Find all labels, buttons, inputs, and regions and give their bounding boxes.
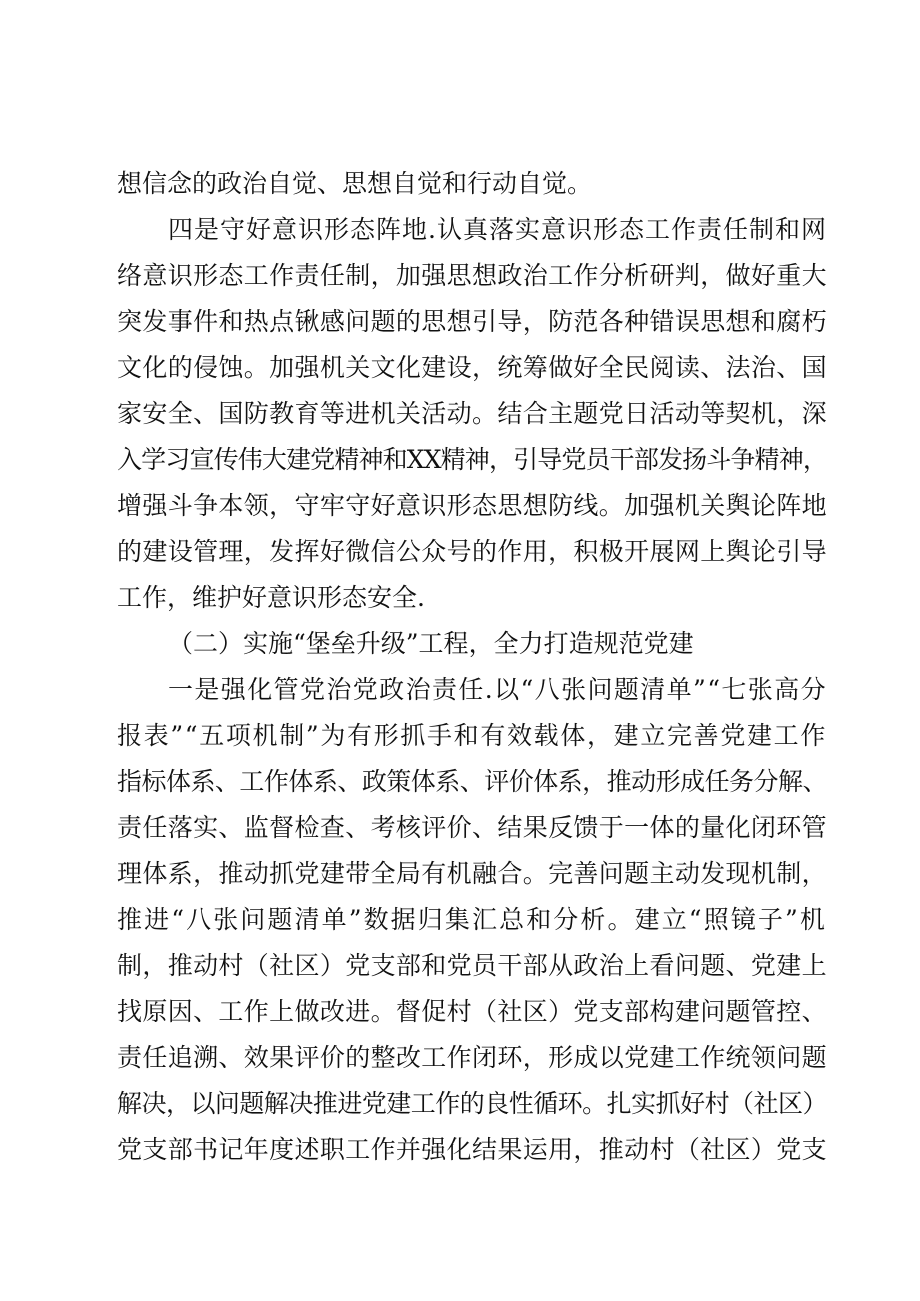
paragraph-line: 责任落实、监督检查、考核评价、结果反馈于一体的量化闭环管 [117, 813, 827, 842]
paragraph-line: 党支部书记年度述职工作并强化结果运用，推动村（社区）党支 [117, 1135, 827, 1164]
paragraph-line: 工作，维护好意识形态安全. [117, 583, 425, 612]
paragraph-line: 四是守好意识形态阵地.认真落实意识形态工作责任制和网 [168, 215, 827, 244]
paragraph-line: 络意识形态工作责任制，加强思想政治工作分析研判，做好重大 [117, 261, 827, 290]
paragraph-line: 文化的侵蚀。加强机关文化建设，统筹做好全民阅读、法治、国 [117, 353, 827, 382]
paragraph-line: 突发事件和热点锹感问题的思想引导，防范各种错误思想和腐朽 [117, 307, 827, 336]
paragraph-line: 找原因、工作上做改进。督促村（社区）党支部构建问题管控、 [117, 997, 827, 1026]
section-heading: （二）实施“堡垒升级”工程，全力打造规范党建 [168, 629, 694, 658]
paragraph-line: 的建设管理，发挥好微信公众号的作用，积极开展网上舆论引导 [117, 537, 827, 566]
paragraph-line: 入学习宣传伟大建党精神和XX精神，引导党员干部发扬斗争精神， [117, 445, 827, 474]
paragraph-line: 指标体系、工作体系、政策体系、评价体系，推动形成任务分解、 [117, 767, 827, 796]
paragraph-line: 解决，以问题解决推进党建工作的良性循环。扎实抓好村（社区） [117, 1089, 827, 1118]
paragraph-line: 报表”“五项机制”为有形抓手和有效载体，建立完善党建工作 [117, 721, 827, 750]
paragraph-line: 责任追溯、效果评价的整改工作闭环，形成以党建工作统领问题 [117, 1043, 827, 1072]
paragraph-line: 理体系，推动抓党建带全局有机融合。完善问题主动发现机制， [117, 859, 827, 888]
paragraph-line: 想信念的政治自觉、思想自觉和行动自觉。 [117, 169, 593, 198]
paragraph-line: 一是强化管党治党政治责任.以“八张问题清单”“七张高分 [168, 675, 827, 704]
paragraph-line: 制，推动村（社区）党支部和党员干部从政治上看问题、党建上 [117, 951, 827, 980]
paragraph-line: 推进“八张问题清单”数据归集汇总和分析。建立“照镜子”机 [117, 905, 827, 934]
paragraph-line: 家安全、国防教育等进机关活动。结合主题党日活动等契机，深 [117, 399, 827, 428]
paragraph-line: 增强斗争本领，守牢守好意识形态思想防线。加强机关舆论阵地 [117, 491, 827, 520]
